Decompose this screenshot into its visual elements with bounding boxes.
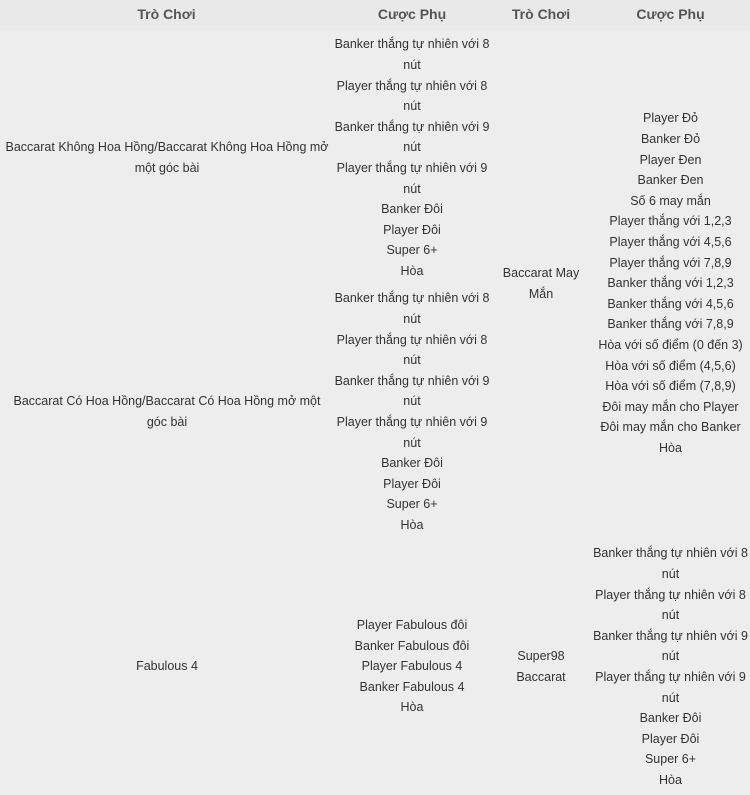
bet-list — [335, 288, 490, 535]
bet-item: Đôi may mắn cho Banker — [600, 420, 741, 435]
bet-item: Hòa — [400, 700, 424, 715]
game-cell-no-commission — [4, 30, 330, 286]
bet-item: Banker thắng tự nhiên với 8 nút — [334, 291, 490, 327]
bet-item: Super 6+ — [644, 752, 697, 767]
bet-item: Player Đỏ — [643, 111, 698, 126]
bet-item: Hòa với số điểm (4,5,6) — [605, 358, 736, 373]
bet-item: Hòa — [659, 440, 682, 455]
bet-item: Player Đôi — [641, 731, 700, 746]
bet-item: Banker Fabulous đôi — [354, 638, 470, 653]
game-cell-super98 — [491, 538, 591, 795]
bet-item: Player thắng tự nhiên với 9 nút — [336, 415, 488, 450]
game-name: Baccarat Có Hoa Hồng/Baccarat Có Hoa Hồng mở một góc bài — [13, 394, 321, 429]
bets-cell-lucky — [591, 30, 750, 537]
bets-cell-fabulous4 — [333, 538, 491, 795]
bet-item: Hòa với số điểm (0 đến 3) — [598, 337, 743, 352]
bet-item: Player Fabulous 4 — [361, 659, 463, 674]
bet-list — [593, 543, 748, 790]
bet-item: Banker Đỏ — [640, 132, 701, 147]
bet-item: Hòa — [400, 263, 424, 278]
bet-item: Player thắng với 4,5,6 — [609, 235, 732, 250]
bets-cell-super98 — [591, 542, 750, 792]
bets-cell-no-commission — [333, 32, 491, 284]
bet-item: Banker Đôi — [381, 202, 443, 217]
bet-item: Đôi may mắn cho Player — [602, 399, 739, 414]
bet-item: Số 6 may mắn — [630, 193, 711, 208]
bet-item: Player thắng tự nhiên với 8 nút — [595, 587, 746, 623]
bet-item: Super 6+ — [386, 497, 438, 512]
bet-item: Player thắng tự nhiên với 9 nút — [595, 670, 746, 705]
game-name: Fabulous 4 — [136, 659, 198, 674]
bet-item: Hòa — [659, 772, 682, 787]
bet-item: Banker thắng với 7,8,9 — [607, 317, 734, 332]
bet-list — [335, 34, 490, 281]
bet-item: Banker thắng với 1,2,3 — [607, 276, 734, 291]
bet-item: Player thắng với 7,8,9 — [609, 255, 732, 270]
bet-item: Banker Đen — [637, 173, 704, 188]
header-game: Trò Chơi — [0, 0, 333, 30]
bet-item: Banker thắng tự nhiên với 8 nút — [593, 546, 748, 582]
bet-item: Banker Fabulous 4 — [359, 679, 465, 694]
bet-item: Player thắng tự nhiên với 9 nút — [336, 161, 488, 196]
bet-list — [335, 615, 490, 718]
bet-list — [593, 108, 748, 458]
bet-item: Hòa với số điểm (7,8,9) — [605, 379, 736, 394]
bet-item: Player thắng với 1,2,3 — [609, 214, 732, 229]
bet-item: Banker thắng tự nhiên với 8 nút — [334, 37, 490, 73]
bet-item: Banker Đôi — [381, 456, 443, 471]
bet-item: Hòa — [400, 517, 424, 532]
bet-item: Banker thắng tự nhiên với 9 nút — [334, 373, 490, 409]
header-side-bets-2: Cược Phụ — [591, 0, 750, 30]
bet-item: Player Đôi — [383, 476, 441, 491]
bet-item: Banker thắng với 4,5,6 — [607, 296, 734, 311]
bet-item: Banker Đôi — [639, 711, 702, 726]
bet-item: Banker thắng tự nhiên với 9 nút — [334, 119, 490, 155]
game-name: Super98 Baccarat — [516, 648, 566, 684]
bet-item: Player Fabulous đôi — [356, 618, 468, 633]
header-side-bets: Cược Phụ — [333, 0, 491, 30]
bet-item: Player thắng tự nhiên với 8 nút — [336, 332, 488, 368]
bet-item: Super 6+ — [386, 243, 438, 258]
bet-item: Banker thắng tự nhiên với 9 nút — [593, 628, 748, 664]
bets-cell-commission — [333, 288, 491, 536]
game-cell-fabulous4 — [4, 538, 330, 795]
bet-item: Player Đôi — [383, 222, 441, 237]
game-name: Baccarat May Mắn — [502, 265, 580, 301]
bet-item: Player Đen — [639, 152, 702, 167]
bet-item: Player thắng tự nhiên với 8 nút — [336, 78, 488, 114]
game-cell-lucky — [491, 30, 591, 537]
header-game-2: Trò Chơi — [491, 0, 591, 30]
game-cell-commission — [4, 287, 330, 537]
game-name: Baccarat Không Hoa Hồng/Baccarat Không Hoa Hồng mở một góc bài — [5, 140, 329, 175]
